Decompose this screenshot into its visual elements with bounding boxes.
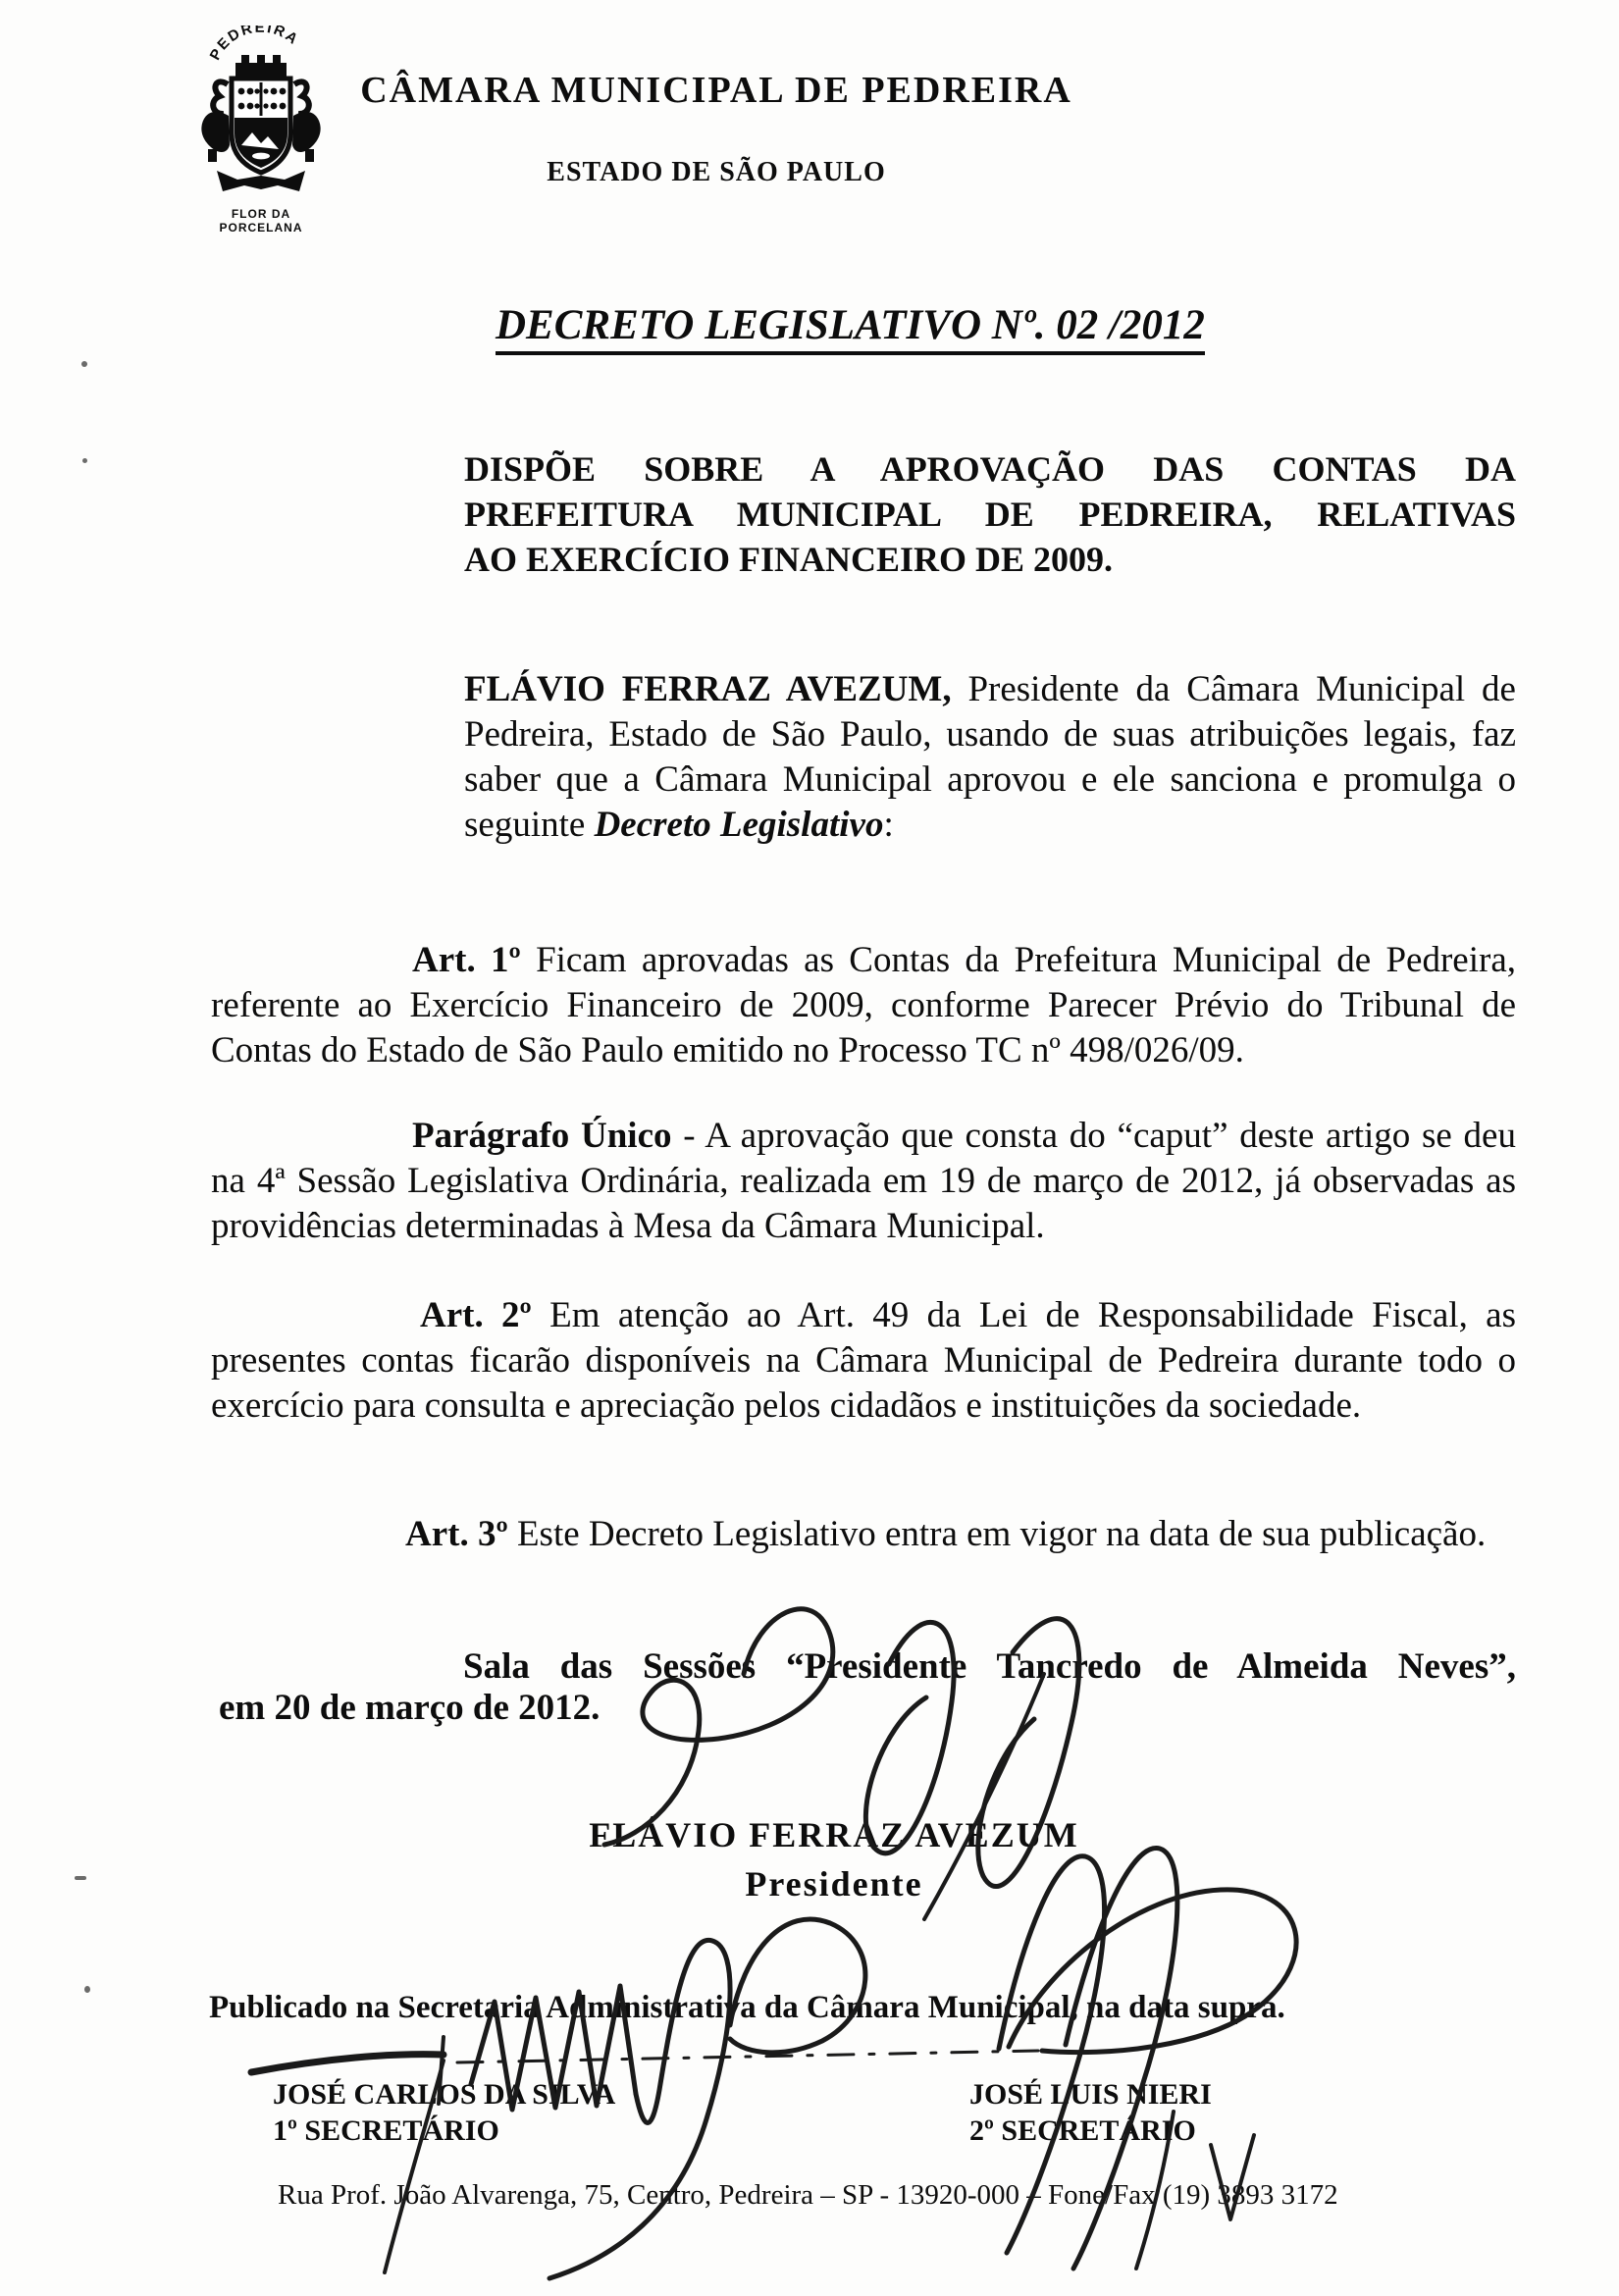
summary-line-3: AO EXERCÍCIO FINANCEIRO DE 2009. — [464, 540, 1114, 579]
coat-of-arms — [196, 26, 326, 235]
first-secretary-role: 1º SECRETÁRIO — [273, 2114, 499, 2147]
scan-artifact — [84, 1986, 90, 1993]
president-signature-block — [422, 1810, 1246, 1908]
article-2-label: Art. 2º — [420, 1295, 532, 1335]
article-2-text: Em atenção ao Art. 49 da Lei de Responsabilidade Fiscal, as presentes contas ficarão disponíveis na Câmara Municipal de Pedreira durante todo o exercício para consulta e apreciação pelos cidadãos e instituições da sociedade. — [211, 1295, 1516, 1426]
scan-artifact — [75, 1876, 86, 1880]
preamble — [464, 667, 1516, 848]
second-secretary-role: 2º SECRETÁRIO — [969, 2114, 1196, 2147]
state-name: ESTADO DE SÃO PAULO — [547, 157, 886, 187]
crest-arc-text: PEDREIRA — [206, 26, 302, 64]
president-signature-role: Presidente — [745, 1864, 923, 1904]
preamble-body: Presidente da Câmara Municipal de Pedreira, Estado de São Paulo, usando de suas atribuições legais, faz saber que a Câmara Municipal aprovou e ele sanciona e promulga o seguinte — [464, 669, 1516, 845]
decree-summary — [464, 446, 1516, 582]
scan-artifact — [81, 361, 87, 367]
president-signature-name: FLÁVIO FERRAZ AVEZUM — [589, 1815, 1079, 1854]
article-1-label: Art. 1º — [412, 940, 521, 980]
publication-note: Publicado na Secretaria Administrativa da Câmara Municipal, na data supra. — [209, 1990, 1285, 2025]
article-1 — [211, 938, 1516, 1073]
article-3-label: Art. 3º — [405, 1514, 508, 1554]
summary-line-2: PREFEITURA MUNICIPAL DE PEDREIRA, RELATIVAS — [464, 495, 1516, 534]
closing-line-1: Sala das Sessões “Presidente Tancredo de Almeida Neves”, — [463, 1646, 1516, 1687]
second-secretary-block — [969, 2076, 1212, 2149]
preamble-tail: : — [883, 805, 894, 845]
summary-line-1: DISPÕE SOBRE A APROVAÇÃO DAS CONTAS DA — [464, 449, 1516, 489]
president-name-inline: FLÁVIO FERRAZ AVEZUM, — [464, 669, 952, 709]
sole-paragraph-text: - A aprovação que consta do “caput” deste artigo se deu na 4ª Sessão Legislativa Ordinária, realizada em 19 de março de 2012, já observadas as providências determinadas à Mesa da Câmara Municipal. — [211, 1116, 1516, 1246]
article-1-text: Ficam aprovadas as Contas da Prefeitura Municipal de Pedreira, referente ao Exercício Financeiro de 2009, conforme Parecer Prévio do Tribunal de Contas do Estado de São Paulo emitido no Processo TC nº 498/026/09. — [211, 940, 1516, 1070]
organization-name: CÂMARA MUNICIPAL DE PEDREIRA — [360, 70, 1072, 111]
crest-motto — [196, 207, 326, 235]
first-secretary-name: JOSÉ CARLOS DA SILVA — [273, 2078, 616, 2111]
crest-motto-line2: PORCELANA — [219, 221, 303, 235]
article-3-text: Este Decreto Legislativo entra em vigor na data de sua publicação. — [507, 1514, 1487, 1554]
footer-address: Rua Prof. João Alvarenga, 75, Centro, Pedreira – SP - 13920-000 – Fone/Fax (19) 3893 3172 — [278, 2179, 1338, 2211]
first-secretary-block — [273, 2076, 615, 2149]
decree-title-text: DECRETO LEGISLATIVO Nº. 02 /2012 — [496, 302, 1205, 355]
closing-line-2: em 20 de março de 2012. — [219, 1688, 601, 1728]
sole-paragraph — [211, 1114, 1516, 1249]
decree-title — [496, 300, 1205, 351]
scan-artifact — [82, 458, 87, 463]
decree-name-inline: Decreto Legislativo — [594, 805, 884, 845]
article-3 — [211, 1512, 1516, 1557]
crest-motto-line1: FLOR DA — [231, 207, 291, 221]
article-2 — [211, 1293, 1516, 1429]
second-secretary-name: JOSÉ LUIS NIERI — [969, 2078, 1212, 2111]
svg-text:PEDREIRA — [207, 26, 302, 63]
sole-paragraph-label: Parágrafo Único — [412, 1116, 672, 1156]
